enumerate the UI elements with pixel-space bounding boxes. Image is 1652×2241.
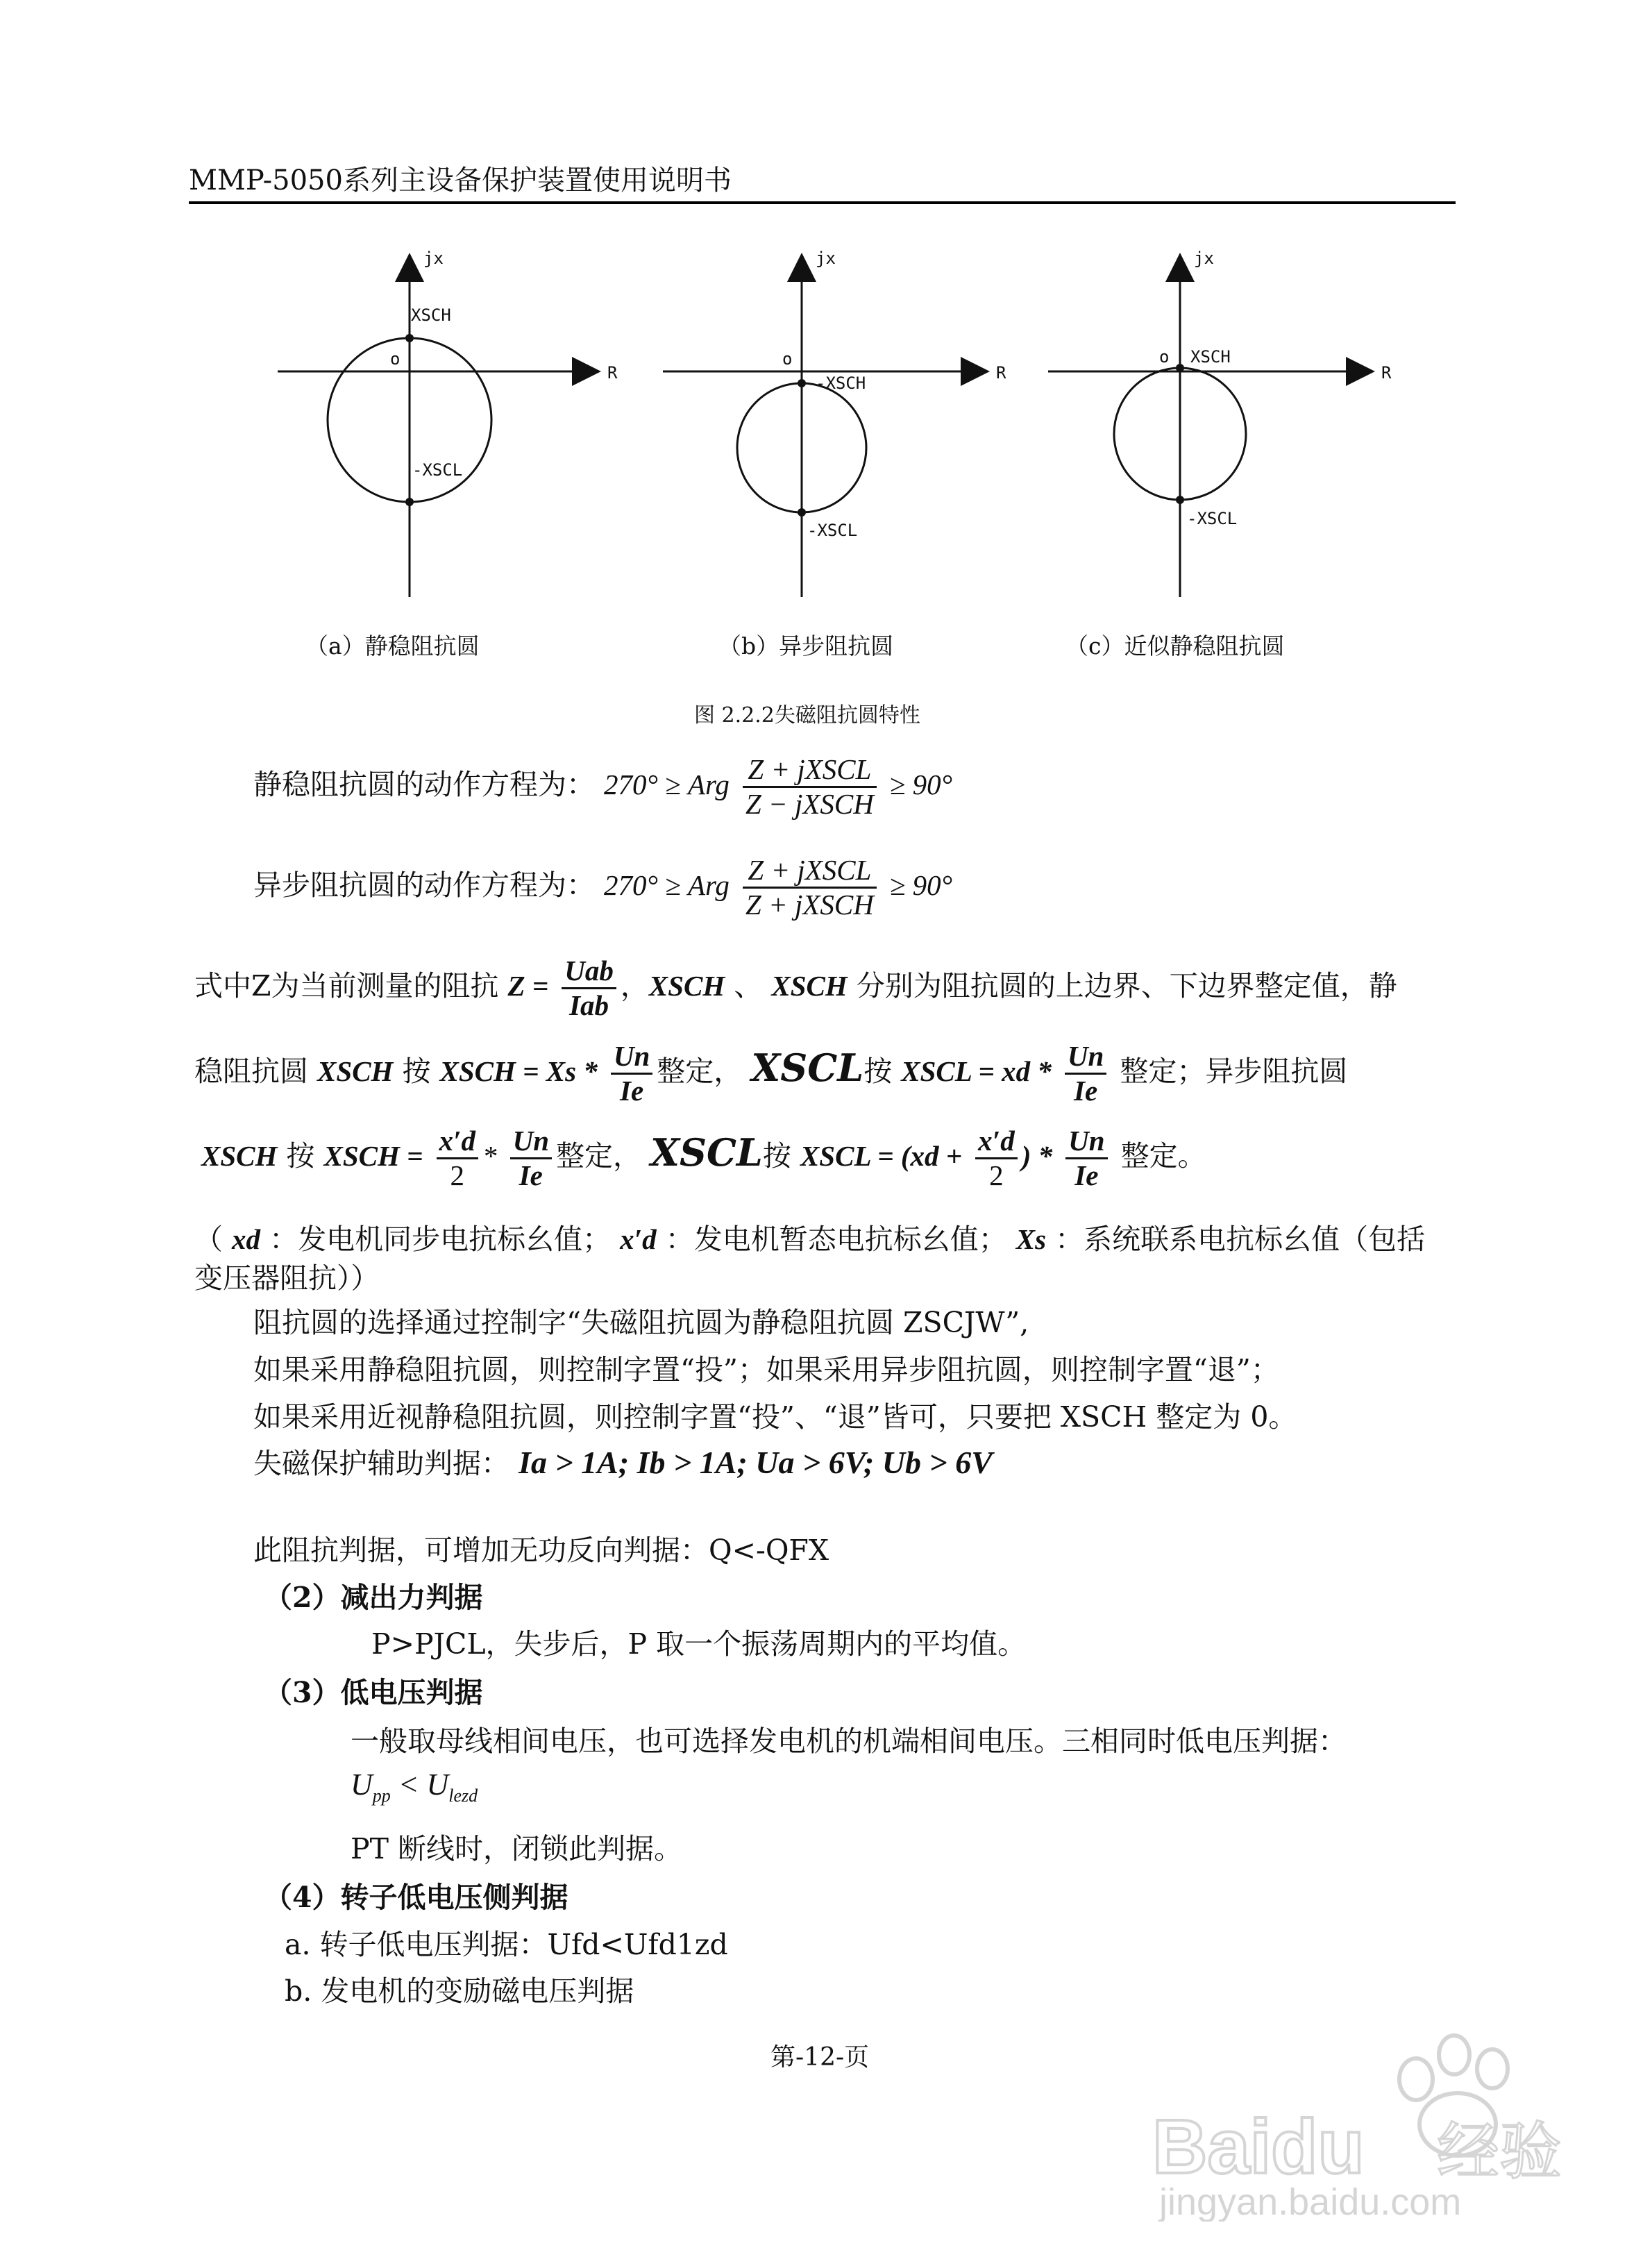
label-jx-c: jx <box>1194 250 1214 268</box>
aux-label: 失磁保护辅助判据： <box>253 1447 509 1480</box>
para1-fraction <box>562 955 616 1022</box>
para1-iab: Iab <box>569 989 609 1022</box>
label-r-b: R <box>996 363 1006 383</box>
static-numerator: Z + jXSCL <box>743 753 877 788</box>
para-static-settings <box>194 1040 1347 1107</box>
note-text1: ：发电机同步电抗标幺值； <box>260 1223 621 1256</box>
para3-formula2a: XSCL = (xd + <box>800 1140 963 1173</box>
para3-formula2b: ) * <box>1021 1140 1053 1173</box>
note-xd: xd <box>232 1223 261 1255</box>
para1-text1: 式中Z为当前测量的阻抗 <box>194 969 499 1003</box>
static-equation-label: 静稳阻抗圆的动作方程为： <box>253 768 595 802</box>
para3-an2: 按 <box>762 1139 800 1173</box>
para2-text1: 稳阻抗圆 <box>194 1055 318 1089</box>
para3-un2: Un <box>1065 1125 1107 1159</box>
baidu-watermark <box>1145 2013 1590 2222</box>
para3-fraction3 <box>975 1125 1018 1192</box>
para3-xd-num2: x′d <box>975 1125 1018 1159</box>
para2-an: 按 <box>393 1055 440 1089</box>
note-text3: ：系统联系电抗标幺值（包括 <box>1046 1223 1426 1256</box>
label-neg-xsch-b: -XSCH <box>816 374 866 393</box>
body-line3: 如果采用近视静稳阻抗圆，则控制字置“投”、“退”皆可，只要把 XSCH 整定为 0。 <box>253 1400 1297 1434</box>
point-xscl-a <box>405 498 414 506</box>
point-xscl-b <box>798 508 806 517</box>
page-number: 第-12-页 <box>770 2043 870 2072</box>
para3-un: Un <box>510 1125 552 1159</box>
para2-formula2: XSCL = xd * <box>901 1055 1052 1088</box>
point-xsch-a <box>405 334 414 342</box>
point-xsch-b <box>798 379 806 387</box>
para2-formula1: XSCH = Xs * <box>439 1055 598 1088</box>
async-numerator: Z + jXSCL <box>743 854 877 889</box>
para3-text3: 整定。 <box>1111 1139 1206 1173</box>
label-r-a: R <box>607 363 618 383</box>
section-2-text: P>PJCL，失步后，P 取一个振荡周期内的平均值。 <box>371 1627 1027 1661</box>
para3-formula1: XSCH = <box>323 1140 423 1173</box>
label-xsch-c: XSCH <box>1190 347 1231 367</box>
section-3-text: 一般取母线相间电压，也可选择发电机的机端相间电压。三相同时低电压判据： <box>351 1724 1347 1758</box>
async-equation-fraction <box>743 854 877 921</box>
paw-toe-1 <box>1399 2058 1433 2100</box>
para3-ie2: Ie <box>1074 1159 1099 1192</box>
para3-fraction1 <box>437 1125 479 1192</box>
para3-xscl-big: XSCL <box>650 1130 763 1175</box>
diagram-a <box>278 250 618 597</box>
para2-un: Un <box>611 1040 652 1075</box>
aux-formula: Ia > 1A; Ib > 1A; Ua > 6V; Ub > 6V <box>519 1445 993 1480</box>
para2-ie: Ie <box>620 1075 644 1107</box>
para1-uab: Uab <box>562 955 616 989</box>
para2-un2: Un <box>1065 1040 1106 1075</box>
static-equation <box>253 753 952 821</box>
note-paren: （ <box>194 1223 233 1256</box>
para3-an: 按 <box>277 1139 324 1173</box>
label-neg-xscl-a: -XSCL <box>412 460 463 480</box>
async-equation-lhs: 270° ≥ Arg <box>604 869 730 902</box>
formula-u1: U <box>351 1768 373 1802</box>
caption-a: （a）静稳阻抗圆 <box>305 632 480 660</box>
para2-text3: 整定；异步阻抗圆 <box>1111 1055 1348 1089</box>
async-equation-rhs: ≥ 90° <box>889 869 953 902</box>
section-3-pt: PT 断线时，闭锁此判据。 <box>351 1832 682 1865</box>
formula-lezd: lezd <box>448 1786 478 1806</box>
para3-ie: Ie <box>519 1159 543 1192</box>
watermark-url: jingyan.baidu.com <box>1159 2181 1462 2222</box>
body-line2: 如果采用静稳阻抗圆，则控制字置“投”；如果采用异步阻抗圆，则控制字置“退”； <box>253 1353 1279 1386</box>
para2-fraction1 <box>611 1040 652 1107</box>
para2-fraction2 <box>1065 1040 1106 1107</box>
header-rule <box>189 201 1456 204</box>
label-jx-b: jx <box>816 250 836 268</box>
label-origin-b: o <box>782 349 793 369</box>
para3-xd-num: x′d <box>437 1125 479 1159</box>
label-r-c: R <box>1381 363 1392 383</box>
para-impedance-definition <box>194 955 1397 1022</box>
label-neg-xscl-c: -XSCL <box>1187 509 1238 528</box>
figure-title: 图 2.2.2失磁阻抗圆特性 <box>694 703 920 728</box>
section-3-formula <box>351 1767 478 1806</box>
para3-text2: 整定， <box>556 1139 642 1173</box>
body-line1: 阻抗圆的选择通过控制字“失磁阻抗圆为静稳阻抗圆 ZSCJW”, <box>253 1306 1029 1339</box>
para1-xsch2: XSCH <box>771 970 848 1002</box>
paw-toe-3 <box>1477 2049 1508 2088</box>
para3-two: 2 <box>450 1159 465 1192</box>
section-2-title: （2）减出力判据 <box>264 1581 483 1614</box>
aux-criteria <box>253 1441 993 1482</box>
label-neg-xscl-b: -XSCL <box>807 521 858 540</box>
formula-lt: < U <box>390 1768 449 1802</box>
async-denominator: Z + jXSCH <box>745 889 874 921</box>
para2-an2: 按 <box>863 1055 902 1089</box>
caption-b: （b）异步阻抗圆 <box>718 632 894 660</box>
static-denominator: Z − jXSCH <box>745 788 874 821</box>
section-4-item-a: a. 转子低电压判据：Ufd<Ufd1zd <box>285 1928 728 1961</box>
caption-c: （c）近似静稳阻抗圆 <box>1065 632 1285 660</box>
section-4-title: （4）转子低电压侧判据 <box>264 1881 568 1914</box>
para3-fraction2 <box>510 1125 552 1192</box>
section-4-item-b: b. 发电机的变励磁电压判据 <box>285 1974 634 2008</box>
label-xsch-a: XSCH <box>411 305 451 325</box>
label-origin-c: o <box>1159 347 1170 367</box>
static-equation-rhs: ≥ 90° <box>889 769 953 801</box>
section-3-title: （3）低电压判据 <box>264 1676 483 1709</box>
async-equation-label: 异步阻抗圆的动作方程为： <box>253 868 595 903</box>
label-origin-a: o <box>390 349 401 369</box>
diagram-c <box>1048 250 1392 597</box>
para1-xsch: XSCH <box>648 970 725 1002</box>
note-line1 <box>194 1216 1425 1257</box>
diagram-b <box>663 250 1006 597</box>
impedance-circle-figure <box>271 250 1423 653</box>
para3-star: * <box>482 1140 497 1173</box>
point-xsch-c <box>1176 364 1184 372</box>
para1-z: Z = <box>507 970 549 1002</box>
para3-two2: 2 <box>989 1159 1004 1192</box>
para2-xscl-big: XSCL <box>751 1046 864 1091</box>
header-title: MMP-5050系列主设备保护装置使用说明书 <box>189 165 732 196</box>
body-line4: 此阻抗判据，可增加无功反向判据：Q<-QFX <box>253 1534 829 1567</box>
note-xpd: x′d <box>620 1223 657 1255</box>
para-async-settings <box>201 1125 1206 1192</box>
para1-comma: ， <box>620 969 649 1003</box>
watermark-cn: 经验 <box>1437 2115 1562 2188</box>
note-xs: Xs <box>1015 1223 1047 1255</box>
para2-ie2: Ie <box>1074 1075 1098 1107</box>
para1-text3: 分别为阻抗圆的上边界、下边界整定值，静 <box>847 969 1397 1003</box>
watermark-brand: Baidu <box>1152 2104 1365 2190</box>
paw-toe-2 <box>1439 2036 1469 2074</box>
async-equation <box>253 854 952 921</box>
para2-text2: 整定， <box>657 1055 743 1089</box>
para1-sep: 、 <box>725 969 772 1003</box>
para2-xsch: XSCH <box>317 1055 394 1088</box>
para3-xsch: XSCH <box>201 1140 278 1173</box>
formula-pp: pp <box>372 1786 391 1806</box>
point-xscl-c <box>1176 496 1184 504</box>
note-line2: 变压器阻抗）） <box>194 1261 380 1295</box>
static-equation-fraction <box>743 753 877 821</box>
para3-fraction4 <box>1065 1125 1107 1192</box>
note-text2: ：发电机暂态电抗标幺值； <box>656 1223 1016 1256</box>
static-equation-lhs: 270° ≥ Arg <box>604 769 730 801</box>
label-jx-a: jx <box>423 250 444 268</box>
